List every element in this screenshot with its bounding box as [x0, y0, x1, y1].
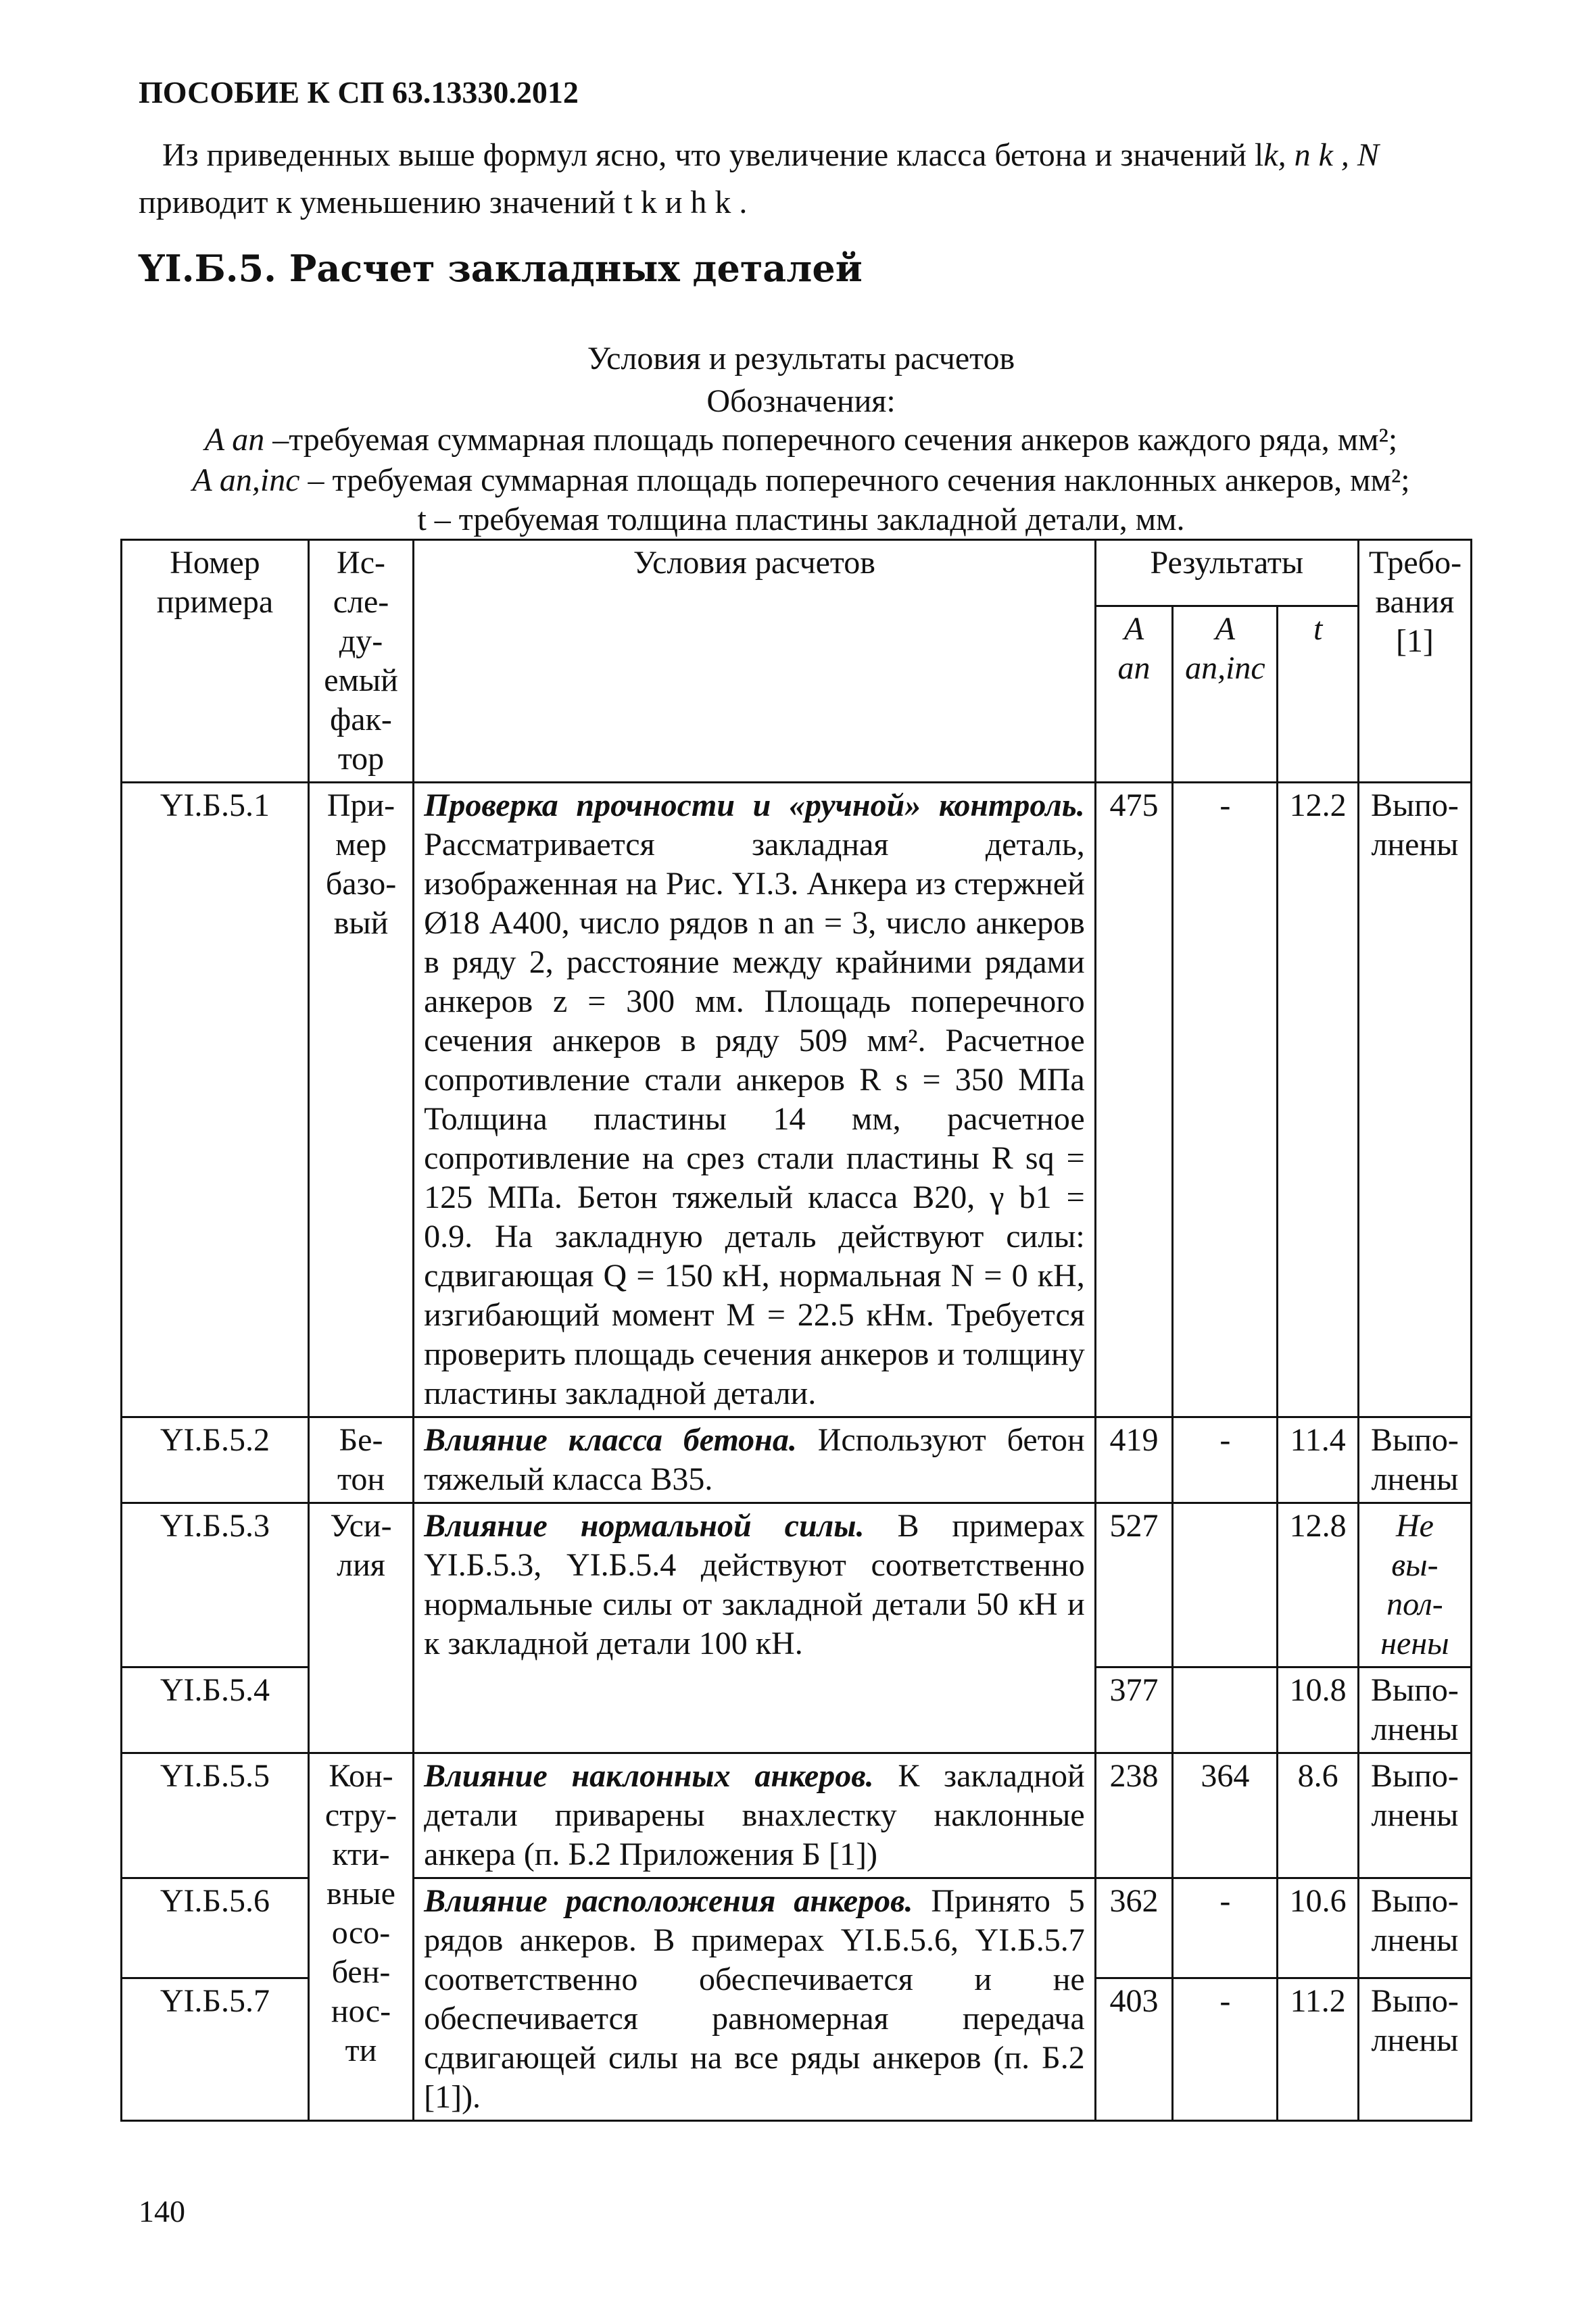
row-aan: 238: [1095, 1753, 1173, 1878]
row-title: Влияние расположения анкеров.: [424, 1883, 913, 1919]
row-conditions: [414, 1503, 1096, 1753]
caption-title: Условия и результаты расчетов: [587, 341, 1015, 376]
row-number: YI.Б.5.3: [122, 1503, 309, 1667]
row-conditions: [414, 1753, 1096, 1878]
caption-aan-def: [139, 419, 1464, 461]
intro-paragraph: [139, 132, 1464, 226]
row-factor: Уси-лия: [308, 1503, 413, 1753]
row-number: YI.Б.5.2: [122, 1417, 309, 1503]
row-number: YI.Б.5.6: [122, 1878, 309, 1978]
row-factor: При-мер базо-вый: [308, 783, 413, 1417]
row-requirement: Выпо-лнены: [1358, 1753, 1471, 1878]
row-requirement: Выпо-лнены: [1358, 1667, 1471, 1753]
row-title: Проверка прочности и «ручной» контроль.: [424, 787, 1085, 823]
row-title: Влияние нормальной силы.: [424, 1508, 865, 1544]
header-requirements: Требо-вания [1]: [1358, 540, 1471, 783]
caption-notation-label: Обозначения:: [706, 383, 896, 419]
row-title: Влияние класса бетона.: [424, 1422, 797, 1458]
row-t: 10.8: [1278, 1667, 1358, 1753]
row-requirement: Выпо-лнены: [1358, 1978, 1471, 2121]
intro-line-1-vars: k, n k , N: [1263, 137, 1379, 173]
row-text: Рассматривается закладная деталь, изображенная на Рис. YI.3. Анкера из стержней Ø18 А400, число рядов n an = 3, число анкеров в ряду 2, расстояние между крайними рядами анкеров z = 300 мм. Площадь поперечного сечения анкеров в ряду 509 мм². Расчетное сопротивление стали анкеров R s = 350 МПа Толщина пластины 14 мм, расчетное сопротивление на срез стали пластины R sq = 125 МПа. Бетон тяжелый класса В20, γ b1 = 0.9. На закладную деталь действуют силы: сдвигающая Q = 150 кН, нормальная N = 0 кН, изгибающий момент M = 22.5 кНм. Требуется проверить площадь сечения анкеров и толщину пластины закладной детали.: [424, 827, 1085, 1411]
row-conditions: [414, 1878, 1096, 2121]
header-aaninc: A an,inc: [1173, 606, 1278, 783]
row-aan: 377: [1095, 1667, 1173, 1753]
row-text: Используют бетон тяжелый класса В35.: [424, 1422, 1085, 1497]
row-aaninc: -: [1173, 1978, 1278, 2121]
aaninc-symbol: A an,inc: [192, 462, 300, 498]
header-conditions: Условия расчетов: [414, 540, 1096, 783]
row-aan: 403: [1095, 1978, 1173, 2121]
row-aaninc: [1173, 1667, 1278, 1753]
row-factor: Бе-тон: [308, 1417, 413, 1503]
caption-t-def: t – требуемая толщина пластины закладной детали, мм.: [417, 502, 1185, 537]
row-text: К закладной детали приварены внахлестку наклонные анкера (п. Б.2 Приложения Б [1]): [424, 1758, 1085, 1872]
row-requirement: Выпо-лнены: [1358, 1878, 1471, 1978]
row-number: YI.Б.5.5: [122, 1753, 309, 1878]
row-aan: 419: [1095, 1417, 1173, 1503]
row-requirement: Выпо-лнены: [1358, 783, 1471, 1417]
section-title: YI.Б.5. Расчет закладных деталей: [139, 247, 863, 290]
table-row: [122, 1417, 1472, 1503]
row-aan: 475: [1095, 783, 1173, 1417]
row-requirement: Не вы-пол-нены: [1358, 1503, 1471, 1667]
row-factor: Кон-стру-кти-вные осо-бен-нос-ти: [308, 1753, 413, 2121]
row-aaninc: -: [1173, 783, 1278, 1417]
row-t: 12.2: [1278, 783, 1358, 1417]
row-t: 11.2: [1278, 1978, 1358, 2121]
row-requirement: Выпо-лнены: [1358, 1417, 1471, 1503]
row-aan: 362: [1095, 1878, 1173, 1978]
row-aan: 527: [1095, 1503, 1173, 1667]
page-number: 140: [139, 2194, 185, 2228]
header-aan: A an: [1095, 606, 1173, 783]
results-table: [120, 539, 1472, 2122]
row-t: 12.8: [1278, 1503, 1358, 1667]
row-t: 8.6: [1278, 1753, 1358, 1878]
header-number: Номер примера: [122, 540, 309, 783]
row-aaninc: [1173, 1503, 1278, 1667]
intro-line-2: приводит к уменьшению значений t k и h k .: [139, 185, 748, 220]
header-factor: Ис-сле-ду-емый фак-тор: [308, 540, 413, 783]
row-t: 10.6: [1278, 1878, 1358, 1978]
row-title: Влияние наклонных анкеров.: [424, 1758, 874, 1794]
row-conditions: [414, 1417, 1096, 1503]
row-conditions: [414, 783, 1096, 1417]
intro-line-1: Из приведенных выше формул ясно, что увеличение класса бетона и значений l: [162, 137, 1264, 173]
header-results: Результаты: [1095, 540, 1358, 606]
header-t: t: [1278, 606, 1358, 783]
table-header-row: [122, 540, 1472, 606]
row-aaninc: -: [1173, 1878, 1278, 1978]
row-number: YI.Б.5.7: [122, 1978, 309, 2121]
aan-symbol: A an: [204, 422, 265, 458]
aan-definition: –требуемая суммарная площадь поперечного сечения анкеров каждого ряда, мм²;: [264, 422, 1398, 458]
row-number: YI.Б.5.4: [122, 1667, 309, 1753]
row-number: YI.Б.5.1: [122, 783, 309, 1417]
row-aaninc: -: [1173, 1417, 1278, 1503]
row-aaninc: 364: [1173, 1753, 1278, 1878]
table-row: [122, 1753, 1472, 1878]
caption-aaninc-def: [139, 460, 1464, 502]
row-text: В примерах YI.Б.5.3, YI.Б.5.4 действуют соответственно нормальные силы от закладной детали 50 кН и к закладной детали 100 кН.: [424, 1508, 1085, 1661]
row-t: 11.4: [1278, 1417, 1358, 1503]
table-row: [122, 783, 1472, 1417]
row-text: Принято 5 рядов анкеров. В примерах YI.Б.5.6, YI.Б.5.7 соответственно обеспечивается и не обеспечивается равномерная передача сдвигающей силы на все ряды анкеров (п. Б.2 [1]).: [424, 1883, 1085, 2115]
running-header: ПОСОБИЕ К СП 63.13330.2012: [139, 75, 579, 109]
aaninc-definition: – требуемая суммарная площадь поперечного сечения наклонных анкеров, мм²;: [299, 462, 1410, 498]
table-row: [122, 1503, 1472, 1667]
